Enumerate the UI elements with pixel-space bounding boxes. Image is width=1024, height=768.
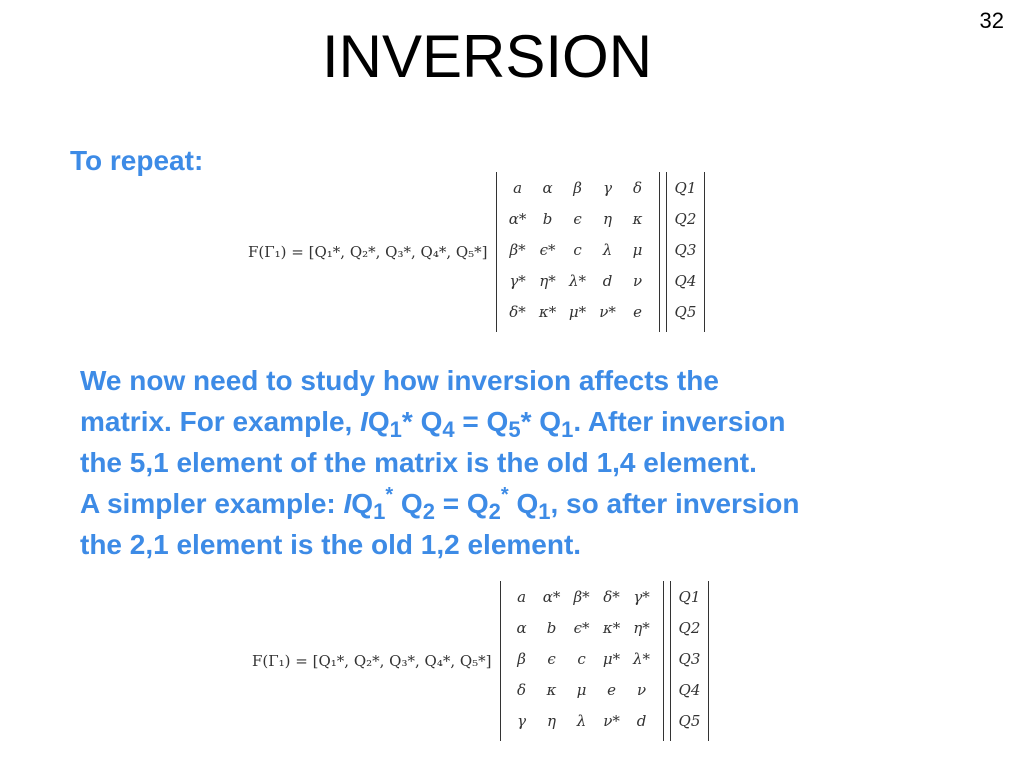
para-line-4: A simpler example: $IQ_1^*$ $Q_2 = Q_2^*$ $Q_1$, so after inversion: [80, 484, 800, 524]
matrix-cell: ν*: [603, 711, 620, 730]
matrix-cell: κ: [546, 680, 557, 699]
matrix-cell: η: [547, 711, 557, 730]
explanation-paragraph: [80, 360, 980, 565]
matrix-cell: λ: [602, 240, 613, 259]
matrix-cell: κ: [632, 209, 643, 228]
equation-after-inversion: [252, 580, 709, 742]
matrix-cell: γ*: [509, 271, 526, 290]
page-number: 32: [979, 8, 1004, 33]
matrix-cell: c: [573, 240, 582, 259]
matrix-cell: δ*: [603, 587, 620, 606]
matrix-cell: β: [573, 178, 582, 197]
matrix-cell: κ*: [538, 302, 557, 321]
matrix-cell: ϵ: [573, 209, 582, 228]
para-line-3: the 5,1 element of the matrix is the old 1,4 element.: [80, 447, 757, 478]
matrix-cell: e: [607, 680, 616, 699]
matrix-cell: ϵ: [547, 649, 556, 668]
vector-after: [670, 581, 710, 741]
matrix-cell: η*: [539, 271, 556, 290]
matrix-cell: α: [516, 618, 527, 637]
matrix-cell: γ*: [633, 587, 650, 606]
vector-cell: Q1: [674, 178, 697, 197]
matrix-cell: a: [517, 587, 527, 606]
matrix-cell: γ: [603, 178, 613, 197]
matrix-cell: b: [542, 209, 553, 228]
matrix-cell: α: [542, 178, 553, 197]
matrix-cell: ν: [632, 271, 643, 290]
matrix-cell: β*: [509, 240, 526, 259]
matrix-cell: e: [633, 302, 642, 321]
matrix-cell: η: [603, 209, 613, 228]
matrix-cell: d: [636, 711, 647, 730]
matrix-cell: β*: [573, 587, 590, 606]
matrix-cell: ν*: [599, 302, 616, 321]
matrix-cell: μ: [632, 240, 643, 259]
matrix-cell: ϵ*: [539, 240, 556, 259]
matrix-cell: μ: [576, 680, 587, 699]
equation-before-inversion: [248, 172, 705, 332]
matrix-cell: c: [577, 649, 586, 668]
vector-cell: Q5: [674, 302, 697, 321]
matrix-before: [496, 172, 660, 332]
matrix-cell: μ*: [568, 302, 587, 321]
vector-cell: Q4: [678, 680, 701, 699]
para-line-5: the 2,1 element is the old 1,2 element.: [80, 529, 582, 560]
vector-cell: Q3: [678, 649, 701, 668]
slide-title: INVERSION: [321, 23, 653, 90]
vector-before: [666, 172, 706, 332]
matrix-cell: μ*: [602, 649, 621, 668]
matrix-cell: δ*: [509, 302, 526, 321]
para-line-1: We now need to study how inversion affects the: [80, 365, 719, 396]
matrix-cell: κ*: [602, 618, 621, 637]
matrix-cell: λ*: [633, 649, 651, 668]
matrix-cell: η*: [633, 618, 650, 637]
matrix-cell: δ: [633, 178, 643, 197]
matrix-cell: ϵ*: [573, 618, 590, 637]
matrix-cell: α*: [542, 587, 561, 606]
matrix-cell: α*: [508, 209, 527, 228]
equation-lhs: F(Γ₁) = [Q₁*, Q₂*, Q₃*, Q₄*, Q₅*]: [252, 652, 492, 670]
para-line-2: matrix. For example, $IQ_1*$ $Q_4 = Q_5*$ $Q_1$. After inversion: [80, 406, 786, 442]
matrix-cell: ν: [636, 680, 647, 699]
vector-cell: Q3: [674, 240, 697, 259]
matrix-cell: b: [546, 618, 557, 637]
subheading: To repeat:: [70, 145, 204, 176]
vector-cell: Q2: [674, 209, 697, 228]
vector-cell: Q4: [674, 271, 697, 290]
matrix-after: [500, 581, 664, 741]
matrix-cell: γ: [517, 711, 527, 730]
matrix-cell: β: [517, 649, 526, 668]
vector-cell: Q1: [678, 587, 701, 606]
equation-lhs: F(Γ₁) = [Q₁*, Q₂*, Q₃*, Q₄*, Q₅*]: [248, 243, 488, 261]
matrix-cell: δ: [517, 680, 527, 699]
matrix-cell: a: [513, 178, 523, 197]
vector-cell: Q2: [678, 618, 701, 637]
matrix-cell: λ: [576, 711, 587, 730]
matrix-cell: d: [602, 271, 613, 290]
matrix-cell: λ*: [569, 271, 587, 290]
vector-cell: Q5: [678, 711, 701, 730]
